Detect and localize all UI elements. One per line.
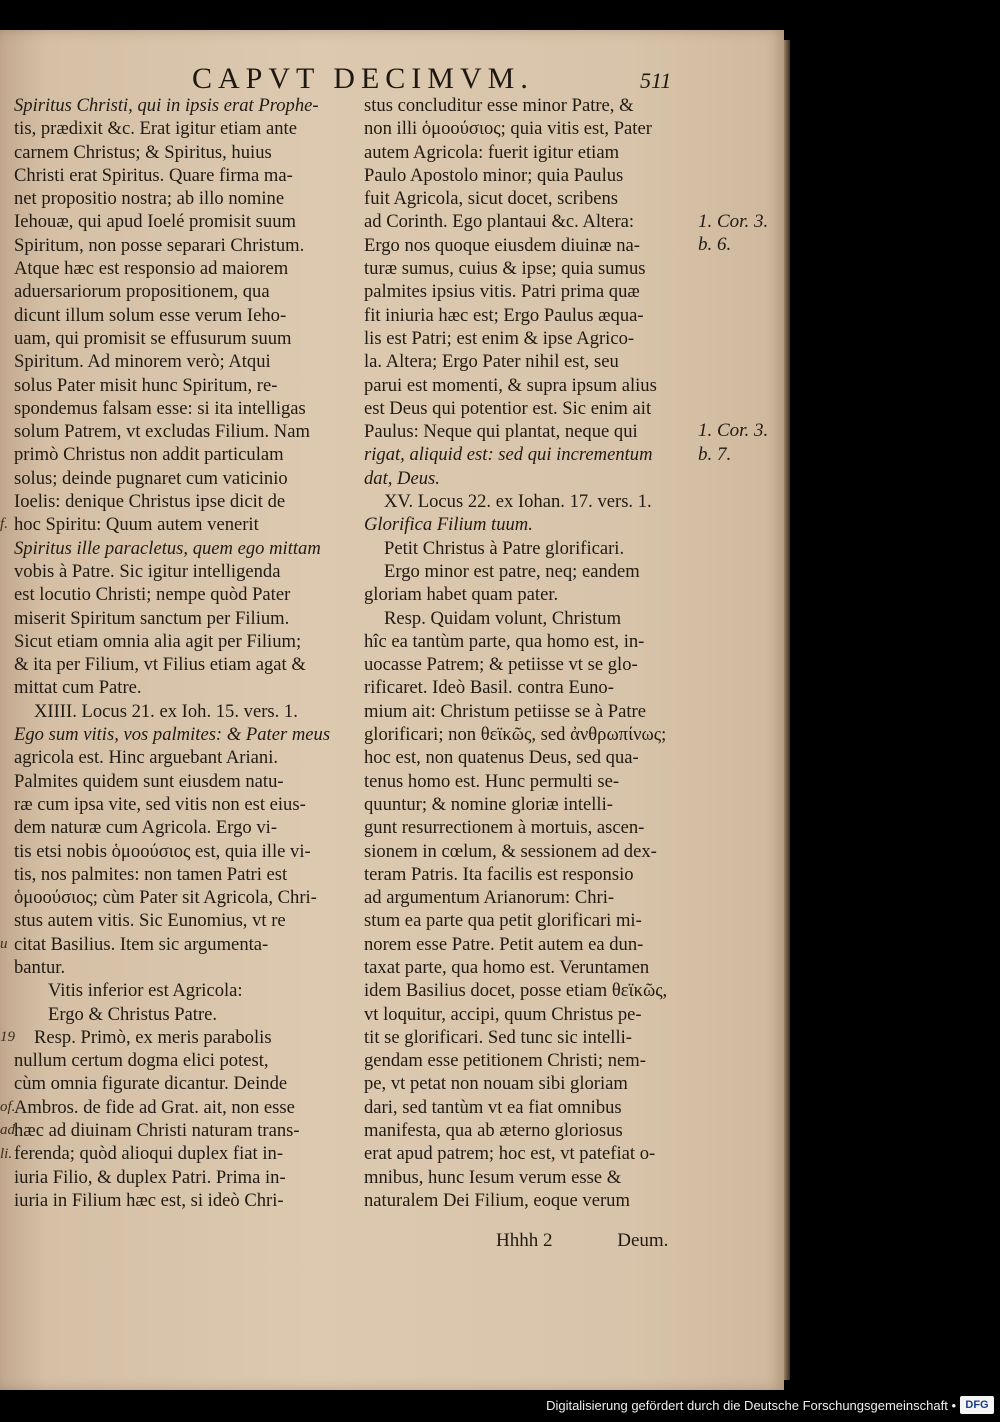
page-edge-shadow bbox=[784, 40, 790, 1380]
text-line: uam, qui promisit se effusurum suum bbox=[14, 327, 292, 349]
text-line: sionem in cœlum, & sessionem ad dex- bbox=[364, 840, 657, 862]
text-line: spondemus falsam esse: si ita intelligas bbox=[14, 397, 306, 419]
text-line: non illi ὁμοούσιος; quia vitis est, Pater bbox=[364, 118, 652, 140]
text-line: agricola est. Hinc arguebant Ariani. bbox=[14, 747, 279, 769]
text-line: net propositio nostra; ab illo nomine bbox=[14, 188, 285, 210]
margin-note: b. 7. bbox=[698, 443, 732, 465]
margin-fragment: of. bbox=[0, 1098, 16, 1115]
text-line: taxat parte, qua homo est. Veruntamen bbox=[364, 956, 650, 978]
text-line: iuria in Filium hæc est, si ideò Chri- bbox=[14, 1189, 284, 1211]
text-line: Resp. Quidam volunt, Christum bbox=[384, 607, 622, 629]
text-line: Atque hæc est responsio ad maiorem bbox=[14, 258, 289, 280]
text-line: tenus homo est. Hunc permulti se- bbox=[364, 770, 620, 792]
text-line: gloriam habet quam pater. bbox=[364, 584, 559, 606]
text-line: Glorifica Filium tuum. bbox=[364, 514, 533, 536]
text-line: ferenda; quòd alioqui duplex fiat in- bbox=[14, 1143, 284, 1165]
text-line: gendam esse petitionem Christi; nem- bbox=[364, 1050, 646, 1072]
text-line: solus Pater misit hunc Spiritum, re- bbox=[14, 374, 278, 396]
text-line: quuntur; & nomine gloriæ intelli- bbox=[364, 793, 613, 815]
text-line: nullum certum dogma elici potest, bbox=[14, 1050, 269, 1072]
text-line: cùm omnia figurate dicantur. Deinde bbox=[14, 1073, 288, 1095]
text-line: solus; deinde pugnaret cum vaticinio bbox=[14, 467, 288, 489]
margin-note: 1. Cor. 3. bbox=[698, 420, 769, 442]
text-line: palmites ipsius vitis. Patri prima quæ bbox=[364, 281, 640, 303]
text-line: hæc ad diuinam Christi naturam trans- bbox=[14, 1120, 300, 1142]
text-line: Spiritus Christi, qui in ipsis erat Prophe- bbox=[14, 95, 319, 116]
text-line: stus autem vitis. Sic Eunomius, vt re bbox=[14, 910, 286, 932]
text-line: erat apud patrem; hoc est, vt patefiat o- bbox=[364, 1143, 656, 1165]
text-line: Ego sum vitis, vos palmites: & Pater meus bbox=[14, 724, 331, 746]
text-line: ad Corinth. Ego plantaui &c. Altera: bbox=[364, 211, 635, 233]
text-line: mium ait: Christum petiisse se à Patre bbox=[364, 700, 646, 722]
text-line: iuria Filio, & duplex Patri. Prima in- bbox=[14, 1166, 286, 1188]
dfg-logo: DFG bbox=[960, 1396, 994, 1414]
text-line: naturalem Dei Filium, eoque verum bbox=[364, 1189, 630, 1211]
text-line: parui est momenti, & supra ipsum alius bbox=[364, 374, 657, 396]
catchword-line bbox=[496, 1230, 668, 1252]
running-title: CAPVT DECIMVM. bbox=[192, 62, 534, 95]
text-line: tis, prædixit &c. Erat igitur etiam ante bbox=[14, 118, 297, 140]
text-line: Iehouæ, qui apud Ioelé promisit suum bbox=[14, 211, 296, 233]
text-line: la. Altera; Ergo Pater nihil est, seu bbox=[364, 351, 619, 373]
text-line: turæ sumus, cuius & ipse; quia sumus bbox=[364, 258, 646, 280]
text-line: vobis à Patre. Sic igitur intelligenda bbox=[14, 560, 281, 582]
text-line: hoc Spiritu: Quum autem venerit bbox=[14, 514, 259, 536]
catchword: Deum. bbox=[617, 1230, 669, 1251]
text-line: solum Patrem, vt excludas Filium. Nam bbox=[14, 421, 310, 443]
text-line: citat Basilius. Item sic argumenta- bbox=[14, 933, 269, 955]
margin-fragment: ad bbox=[0, 1122, 15, 1139]
text-line: dicunt illum solum esse verum Ieho- bbox=[14, 304, 287, 326]
text-line: Spiritum. Ad minorem verò; Atqui bbox=[14, 351, 271, 373]
signature-mark: Hhhh 2 bbox=[496, 1230, 553, 1251]
text-line: est Deus qui potentior est. Sic enim ait bbox=[364, 397, 652, 419]
text-line: tit se glorificari. Sed tunc sic intelli- bbox=[364, 1026, 632, 1048]
text-line: mittat cum Patre. bbox=[14, 677, 142, 699]
text-line: mnibus, hunc Iesum verum esse & bbox=[364, 1166, 622, 1188]
text-line: dari, sed tantùm vt ea fiat omnibus bbox=[364, 1096, 622, 1118]
footer-credit: Digitalisierung gefördert durch die Deutsche Forschungsgemeinschaft • bbox=[546, 1398, 956, 1413]
text-line: rificaret. Ideò Basil. contra Euno- bbox=[364, 677, 614, 699]
text-line: Sicut etiam omnia alia agit per Filium; bbox=[14, 630, 302, 652]
text-line: pe, vt petat non nouam sibi gloriam bbox=[364, 1073, 628, 1095]
book-page bbox=[0, 30, 784, 1390]
text-line: Ambros. de fide ad Grat. ait, non esse bbox=[14, 1096, 295, 1118]
margin-fragment: 19 bbox=[0, 1029, 15, 1045]
text-line: Spiritus ille paracletus, quem ego mittam bbox=[14, 537, 321, 559]
text-line: ad argumentum Arianorum: Chri- bbox=[364, 887, 615, 909]
text-line: hîc ea tantùm parte, qua homo est, in- bbox=[364, 630, 645, 652]
text-line: miserit Spiritum sanctum per Filium. bbox=[14, 607, 290, 629]
page-number: 511 bbox=[640, 68, 672, 93]
text-line: carnem Christus; & Spiritus, huius bbox=[14, 141, 272, 163]
text-line: rigat, aliquid est: sed qui incrementum bbox=[364, 444, 653, 466]
text-line: XIIII. Locus 21. ex Ioh. 15. vers. 1. bbox=[34, 700, 298, 722]
text-line: norem esse Patre. Petit autem ea dun- bbox=[364, 933, 644, 955]
text-line: aduersariorum propositionem, qua bbox=[14, 281, 270, 303]
text-line: vt loquitur, accipi, quum Christus pe- bbox=[364, 1003, 642, 1025]
footer-bar bbox=[0, 1390, 1000, 1422]
text-line: Ioelis: denique Christus ipse dicit de bbox=[14, 491, 286, 513]
text-line: Ergo & Christus Patre. bbox=[48, 1003, 218, 1025]
text-line: dem naturæ cum Agricola. Ergo vi- bbox=[14, 817, 278, 839]
text-line: XV. Locus 22. ex Iohan. 17. vers. 1. bbox=[384, 491, 652, 513]
text-line: & ita per Filium, vt Filius etiam agat & bbox=[14, 654, 306, 676]
text-line: bantur. bbox=[14, 956, 66, 978]
text-line: Palmites quidem sunt eiusdem natu- bbox=[14, 770, 284, 792]
text-line: fuit Agricola, sicut docet, scribens bbox=[364, 188, 619, 210]
text-line: Resp. Primò, ex meris parabolis bbox=[34, 1026, 272, 1048]
text-line: ὁμοούσιος; cùm Pater sit Agricola, Chri- bbox=[14, 887, 317, 909]
text-line: ræ cum ipsa vite, sed vitis non est eius- bbox=[14, 793, 306, 815]
text-line: teram Patris. Ita facilis est responsio bbox=[364, 863, 634, 885]
text-line: hoc est, non quatenus Deus, sed qua- bbox=[364, 747, 639, 769]
text-line: Ergo nos quoque eiusdem diuinæ na- bbox=[364, 234, 640, 256]
text-line: tis, nos palmites: non tamen Patri est bbox=[14, 863, 288, 885]
margin-fragment: li. bbox=[0, 1145, 13, 1162]
text-line: manifesta, qua ab æterno gloriosus bbox=[364, 1120, 623, 1142]
text-line: Ergo minor est patre, neq; eandem bbox=[384, 560, 640, 582]
margin-fragment: f. bbox=[0, 516, 8, 533]
text-line: Paulo Apostolo minor; quia Paulus bbox=[364, 164, 624, 186]
text-line: idem Basilius docet, posse etiam θεϊκῶς, bbox=[364, 980, 668, 1002]
right-text-column bbox=[364, 94, 694, 1212]
text-line: uocasse Patrem; & petiisse vt se glo- bbox=[364, 654, 638, 676]
text-line: Petit Christus à Patre glorificari. bbox=[384, 537, 625, 559]
margin-note: 1. Cor. 3. bbox=[698, 210, 769, 232]
text-line: gunt resurrectionem à mortuis, ascen- bbox=[364, 817, 645, 839]
text-line: Vitis inferior est Agricola: bbox=[48, 980, 243, 1002]
text-line: primò Christus non addit particulam bbox=[14, 444, 284, 466]
text-line: lis est Patri; est enim & ipse Agrico- bbox=[364, 327, 635, 349]
margin-fragment: u bbox=[0, 935, 8, 952]
text-line: stus concluditur esse minor Patre, & bbox=[364, 95, 634, 116]
text-line: dat, Deus. bbox=[364, 467, 440, 489]
left-text-column bbox=[14, 94, 344, 1212]
text-line: glorificari; non θεϊκῶς, sed ἀνθρωπίνως; bbox=[364, 724, 667, 746]
margin-note: b. 6. bbox=[698, 233, 732, 255]
text-line: fit iniuria hæc est; Ergo Paulus æqua- bbox=[364, 304, 644, 326]
text-line: autem Agricola: fuerit igitur etiam bbox=[364, 141, 620, 163]
text-line: Spiritum, non posse separari Christum. bbox=[14, 234, 305, 256]
text-line: tis etsi nobis ὁμοούσιος est, quia ille vi- bbox=[14, 840, 311, 862]
text-line: stum ea parte qua petit glorificari mi- bbox=[364, 910, 642, 932]
text-line: Christi erat Spiritus. Quare firma ma- bbox=[14, 164, 293, 186]
text-line: est locutio Christi; nempe quòd Pater bbox=[14, 584, 291, 606]
text-line: Paulus: Neque qui plantat, neque qui bbox=[364, 421, 638, 443]
